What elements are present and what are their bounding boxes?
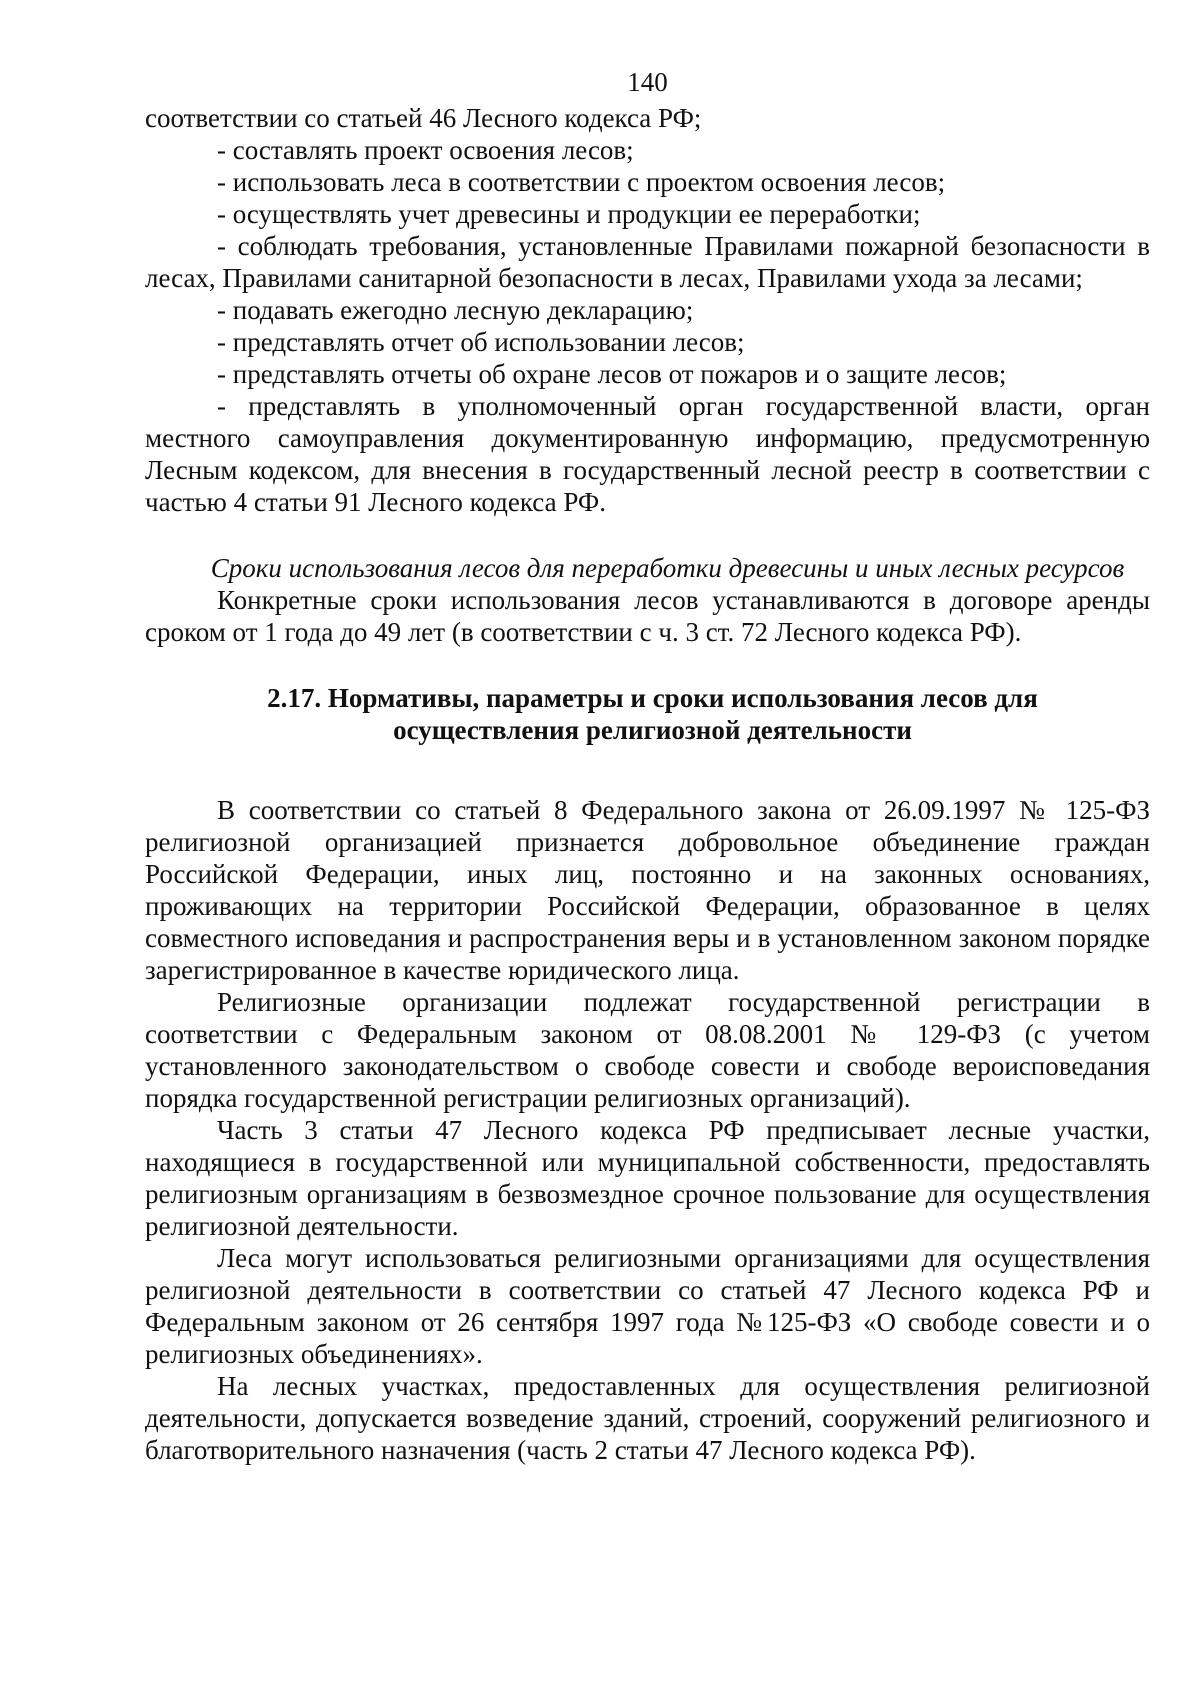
list-item: - осуществлять учет древесины и продукции ее переработки; (217, 199, 921, 229)
section-paragraph: Религиозные организации подлежат государственной регистрации в соответствии с Федеральным законом от 08.08.2001 № 129-ФЗ (с учетом установленного законодательством о свободе совести и свободе вероисповедания порядка государственной регистрации религиозных организаций). (145, 987, 1150, 1113)
terms-paragraph: Конкретные сроки использования лесов устанавливаются в договоре аренды сроком от 1 года до 49 лет (в соответствии с ч. 3 ст. 72 Лесного кодекса РФ). (145, 585, 1150, 647)
intro-block (145, 102, 1150, 518)
section-heading: 2.17. Нормативы, параметры и сроки использования лесов для осуществления религиозной деятельности (267, 683, 1038, 745)
list-item: - подавать ежегодно лесную декларацию; (217, 295, 694, 325)
list-item: - представлять отчет об использовании лесов; (217, 327, 745, 357)
document-page (145, 62, 1150, 1466)
section-paragraph: На лесных участках, предоставленных для осуществления религиозной деятельности, допускается возведение зданий, строений, сооружений религиозного и благотворительного назначения (часть 2 статьи 47 Лесного кодекса РФ). (145, 1371, 1150, 1465)
list-item: - использовать леса в соответствии с проектом освоения лесов; (217, 167, 946, 197)
page-number: 140 (627, 67, 668, 97)
list-item: - составлять проект освоения лесов; (217, 135, 634, 165)
list-item: - представлять отчеты об охране лесов от пожаров и о защите лесов; (217, 359, 1007, 389)
list-item: - представлять в уполномоченный орган государственной власти, орган местного самоуправления документированную информацию, предусмотренную Лесным кодексом, для внесения в государственный лесной реестр в соответствии с частью 4 статьи 91 Лесного кодекса РФ. (145, 391, 1150, 517)
continuation-line: соответствии со статьей 46 Лесного кодекса РФ; (145, 103, 702, 133)
list-item: - соблюдать требования, установленные Правилами пожарной безопасности в лесах, Правилами санитарной безопасности в лесах, Правилами ухода за лесами; (145, 231, 1150, 293)
section-paragraph: В соответствии со статьей 8 Федерального закона от 26.09.1997 № 125-ФЗ религиозной организацией признается добровольное объединение граждан Российской Федерации, иных лиц, постоянно и на законных основаниях, проживающих на территории Российской Федерации, образованное в целях совместного исповедания и распространения веры и в установленном законом порядке зарегистрированное в качестве юридического лица. (145, 795, 1150, 985)
section-paragraph: Часть 3 статьи 47 Лесного кодекса РФ предписывает лесные участки, находящиеся в государственной или муниципальной собственности, предоставлять религиозным организациям в безвозмездное срочное пользование для осуществления религиозной деятельности. (145, 1115, 1150, 1241)
section-paragraph: Леса могут использоваться религиозными организациями для осуществления религиозной деятельности в соответствии со статьей 47 Лесного кодекса РФ и Федеральным законом от 26 сентября 1997 года №125-ФЗ «О свободе совести и о религиозных объединениях». (145, 1243, 1150, 1369)
section-body (145, 794, 1150, 1466)
terms-subheading: Сроки использования лесов для переработки древесины и иных лесных ресурсов (210, 553, 1125, 583)
